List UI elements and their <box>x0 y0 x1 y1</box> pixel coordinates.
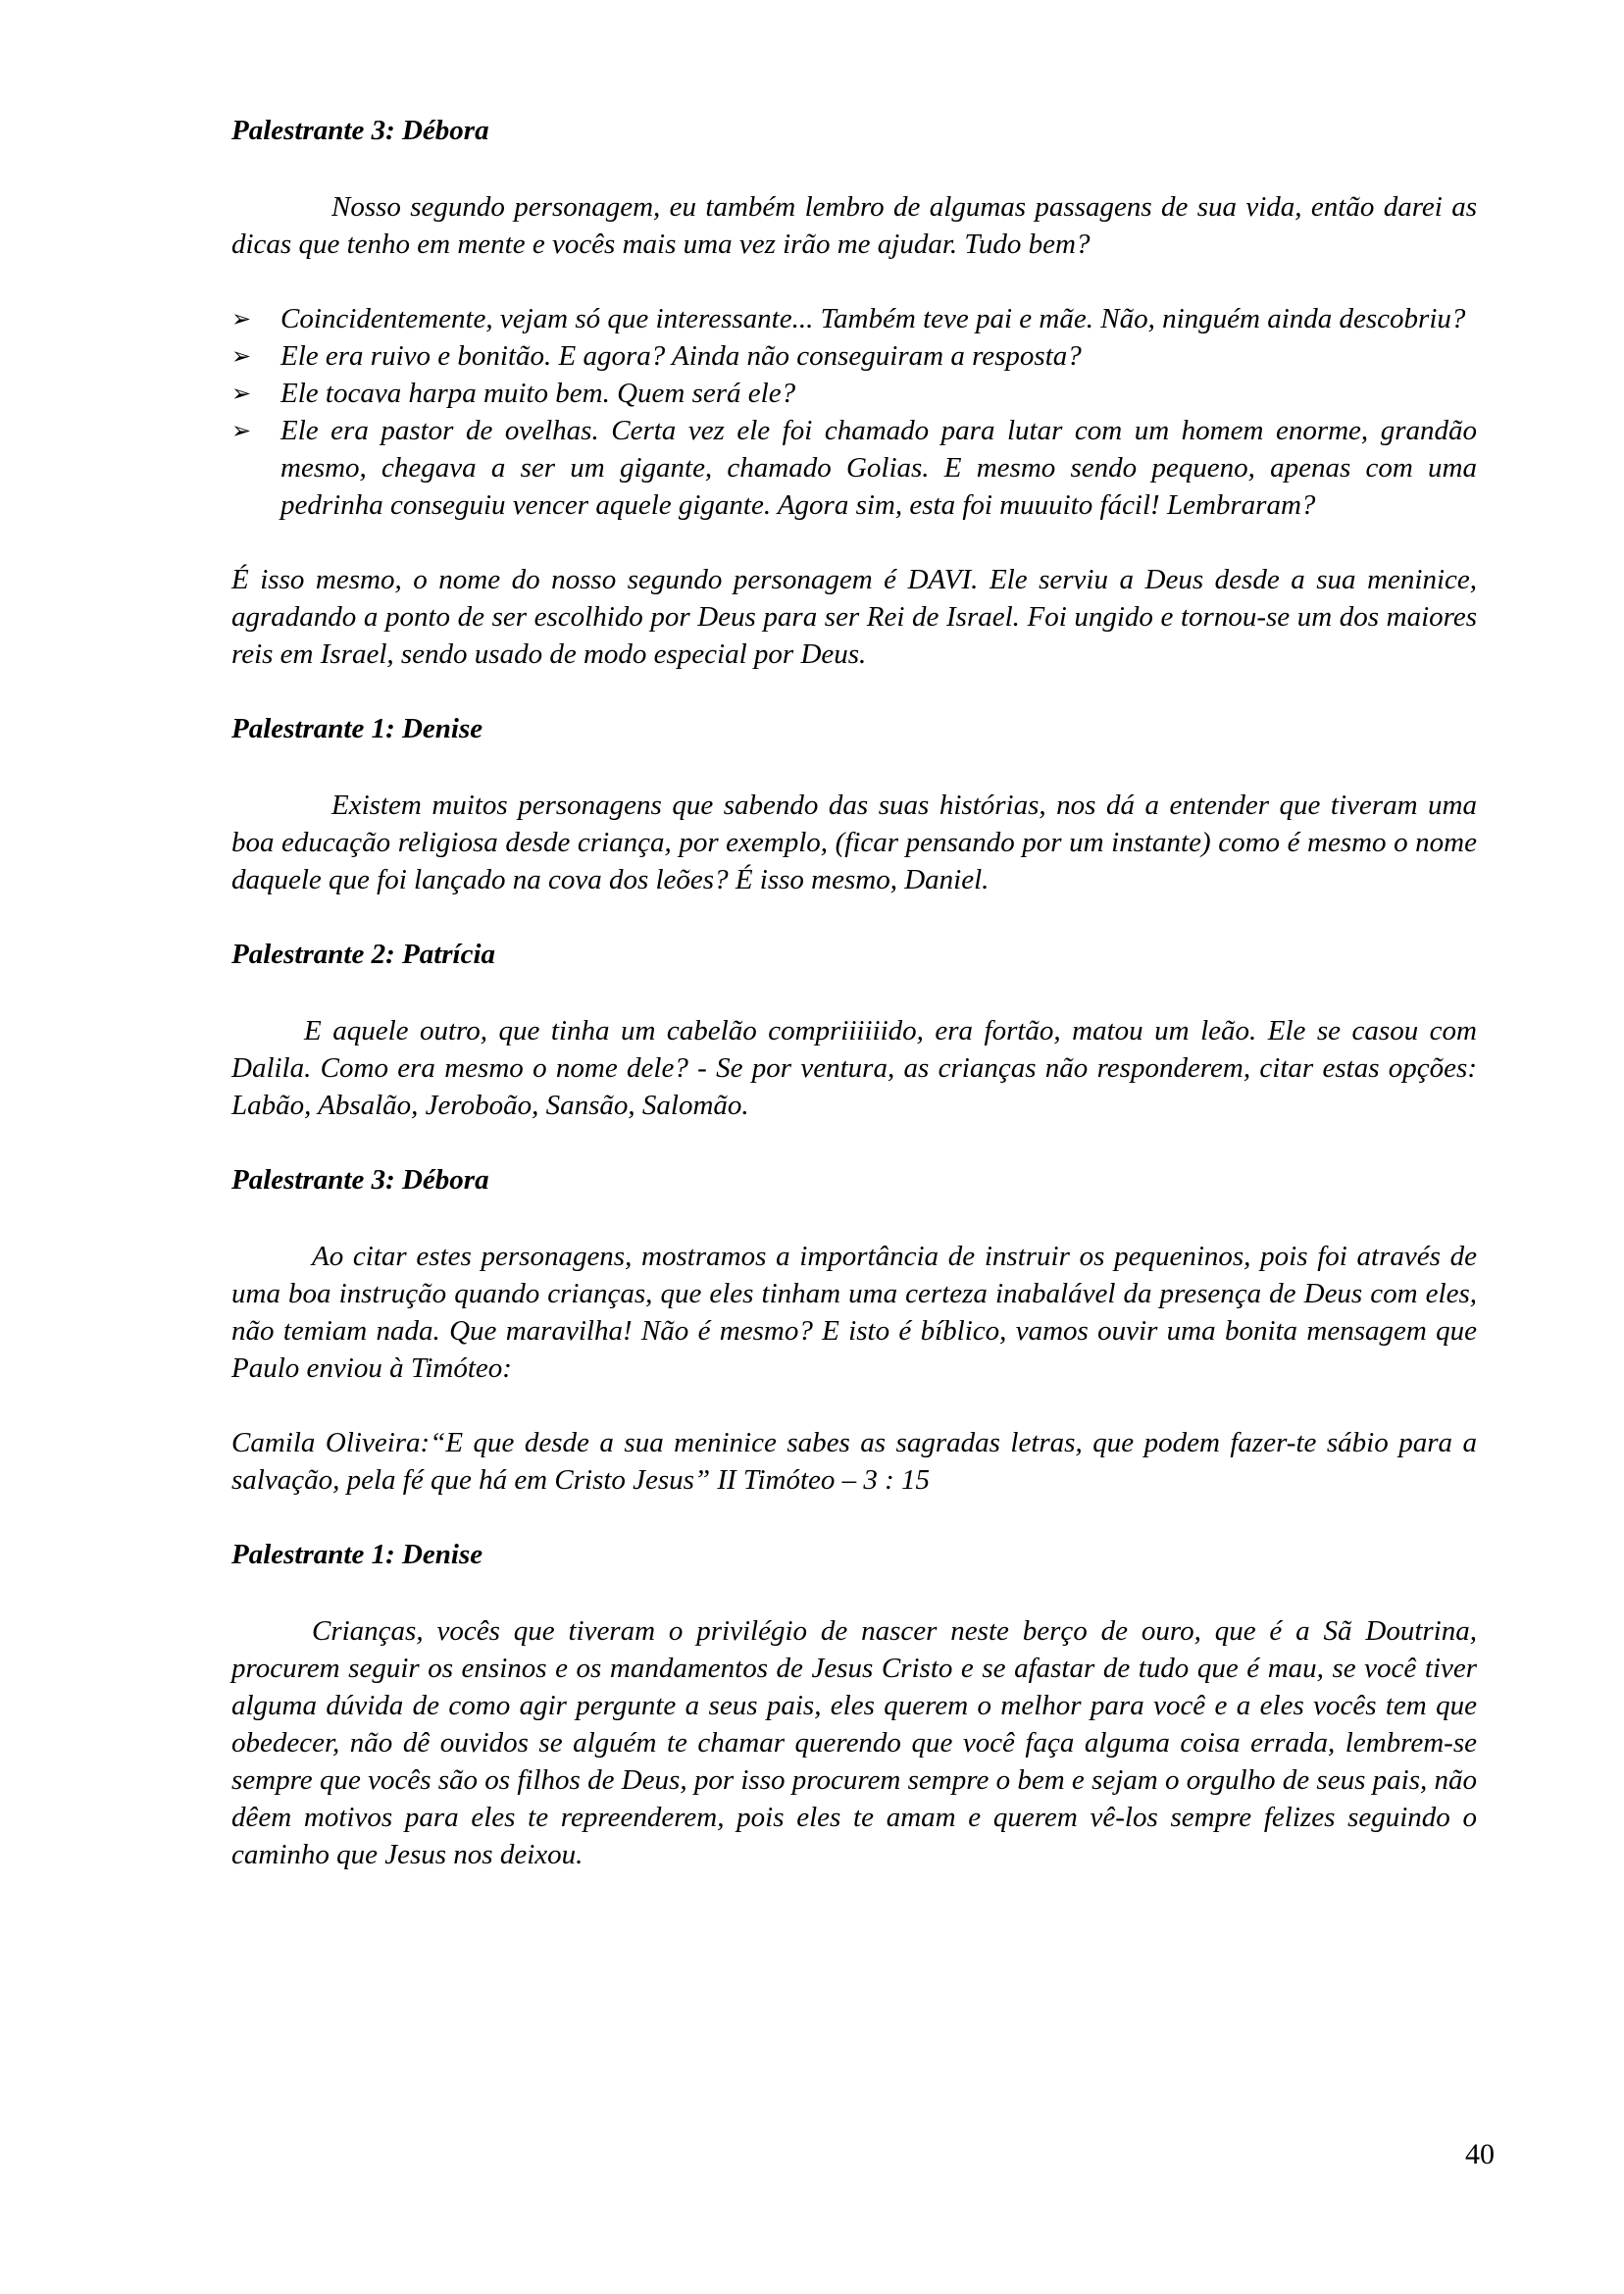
speaker-heading: Palestrante 1: Denise <box>231 713 483 744</box>
document-body <box>231 112 1477 1911</box>
arrow-right-icon: ➢ <box>231 305 252 332</box>
paragraph: Nosso segundo personagem, eu também lembro de algumas passagens de sua vida, então darei as dicas que tenho em mente e vocês mais uma vez irão me ajudar. Tudo bem? <box>231 191 1477 260</box>
clue-list <box>231 300 1477 524</box>
paragraph: Ao citar estes personagens, mostramos a importância de instruir os pequeninos, pois foi através de uma boa instrução quando crianças, que eles tinham uma certeza inabalável da presença de Deus com eles, não temiam nada. Que maravilha! Não é mesmo? E isto é bíblico, vamos ouvir uma bonita mensagem que Paulo enviou à Timóteo: <box>231 1241 1477 1384</box>
list-item-text: Ele tocava harpa muito bem. Quem será ele? <box>280 378 796 409</box>
list-item <box>231 375 1477 412</box>
paragraph: É isso mesmo, o nome do nosso segundo personagem é DAVI. Ele serviu a Deus desde a sua meninice, agradando a ponto de ser escolhido por Deus para ser Rei de Israel. Foi ungido e tornou-se um dos maiores reis em Israel, sendo usado de modo especial por Deus. <box>231 564 1477 670</box>
speaker-heading: Palestrante 1: Denise <box>231 1539 483 1570</box>
list-item-text: Ele era ruivo e bonitão. E agora? Ainda não conseguiram a resposta? <box>280 340 1082 372</box>
list-item <box>231 337 1477 375</box>
paragraph: E aquele outro, que tinha um cabelão compriiiiiido, era fortão, matou um leão. Ele se casou com Dalila. Como era mesmo o nome dele? - Se por ventura, as crianças não responderem, citar estas opções: Labão, Absalão, Jeroboão, Sansão, Salomão. <box>231 1015 1477 1121</box>
arrow-right-icon: ➢ <box>231 380 252 407</box>
arrow-right-icon: ➢ <box>231 342 252 370</box>
page-number: 40 <box>1465 2138 1495 2170</box>
speaker-heading: Palestrante 2: Patrícia <box>231 939 496 970</box>
paragraph: Existem muitos personagens que sabendo das suas histórias, nos dá a entender que tiveram uma boa educação religiosa desde criança, por exemplo, (ficar pensando por um instante) como é mesmo o nome daquele que foi lançado na cova dos leões? É isso mesmo, Daniel. <box>231 790 1477 895</box>
arrow-right-icon: ➢ <box>231 417 252 444</box>
list-item-text: Coincidentemente, vejam só que interessante... Também teve pai e mãe. Não, ninguém ainda descobriu? <box>280 303 1466 334</box>
speaker-heading: Palestrante 3: Débora <box>231 115 489 146</box>
paragraph: Crianças, vocês que tiveram o privilégio de nascer neste berço de ouro, que é a Sã Doutrina, procurem seguir os ensinos e os mandamentos de Jesus Cristo e se afastar de tudo que é mau, se você tiver alguma dúvida de como agir pergunte a seus pais, eles querem o melhor para você e a eles vocês tem que obedecer, não dê ouvidos se alguém te chamar querendo que você faça alguma coisa errada, lembrem-se sempre que vocês são os filhos de Deus, por isso procurem sempre o bem e sejam o orgulho de seus pais, não dêem motivos para eles te repreenderem, pois eles te amam e querem vê-los sempre felizes seguindo o caminho que Jesus nos deixou. <box>231 1615 1477 1870</box>
speaker-heading: Palestrante 3: Débora <box>231 1164 489 1196</box>
bible-quote: Camila Oliveira:“E que desde a sua meninice sabes as sagradas letras, que podem fazer-te sábio para a salvação, pela fé que há em Cristo Jesus” II Timóteo – 3 : 15 <box>231 1427 1477 1496</box>
list-item <box>231 300 1477 337</box>
list-item-text: Ele era pastor de ovelhas. Certa vez ele foi chamado para lutar com um homem enorme, grandão mesmo, chegava a ser um gigante, chamado Golias. E mesmo sendo pequeno, apenas com uma pedrinha conseguiu vencer aquele gigante. Agora sim, esta foi muuuito fácil! Lembraram? <box>280 415 1477 521</box>
list-item <box>231 412 1477 524</box>
